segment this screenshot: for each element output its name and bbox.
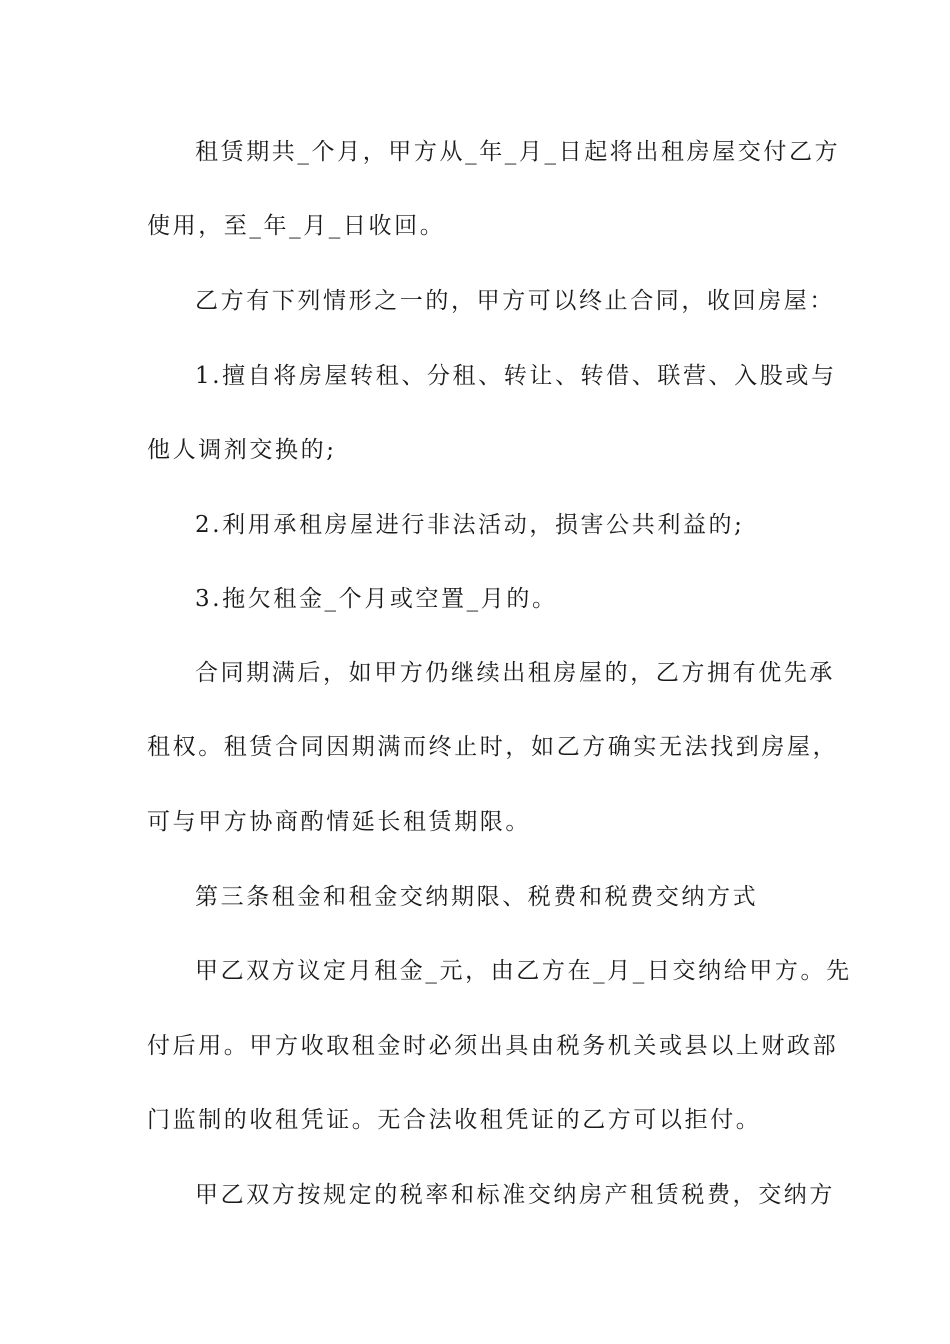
paragraph-line: 乙方有下列情形之一的，甲方可以终止合同，收回房屋： bbox=[195, 288, 835, 314]
paragraph-line: 可与甲方协商酌情延长租赁期限。 bbox=[147, 809, 531, 835]
paragraph-line: 门监制的收租凭证。无合法收租凭证的乙方可以拒付。 bbox=[147, 1107, 762, 1133]
paragraph-line: 甲乙双方按规定的税率和标准交纳房产租赁税费，交纳方 bbox=[195, 1182, 835, 1208]
paragraph-line: 他人调剂交换的; bbox=[147, 437, 337, 463]
paragraph-line: 甲乙双方议定月租金_元，由乙方在_月_日交纳给甲方。先 bbox=[195, 958, 852, 984]
paragraph-line: 1.擅自将房屋转租、分租、转让、转借、联营、入股或与 bbox=[195, 363, 837, 389]
paragraph-line: 2.利用承租房屋进行非法活动，损害公共利益的; bbox=[195, 512, 745, 538]
paragraph-line: 租权。租赁合同因期满而终止时，如乙方确实无法找到房屋， bbox=[147, 734, 839, 760]
paragraph-line: 使用，至_年_月_日收回。 bbox=[147, 213, 446, 239]
section-heading: 第三条租金和租金交纳期限、税费和税费交纳方式 bbox=[195, 884, 759, 910]
paragraph-line: 租赁期共_个月，甲方从_年_月_日起将出租房屋交付乙方 bbox=[195, 139, 841, 165]
paragraph-line: 3.拖欠租金_个月或空置_月的。 bbox=[195, 586, 558, 612]
paragraph-line: 合同期满后，如甲方仍继续出租房屋的，乙方拥有优先承 bbox=[195, 660, 835, 686]
paragraph-line: 付后用。甲方收取租金时必须出具由税务机关或县以上财政部 bbox=[147, 1033, 839, 1059]
